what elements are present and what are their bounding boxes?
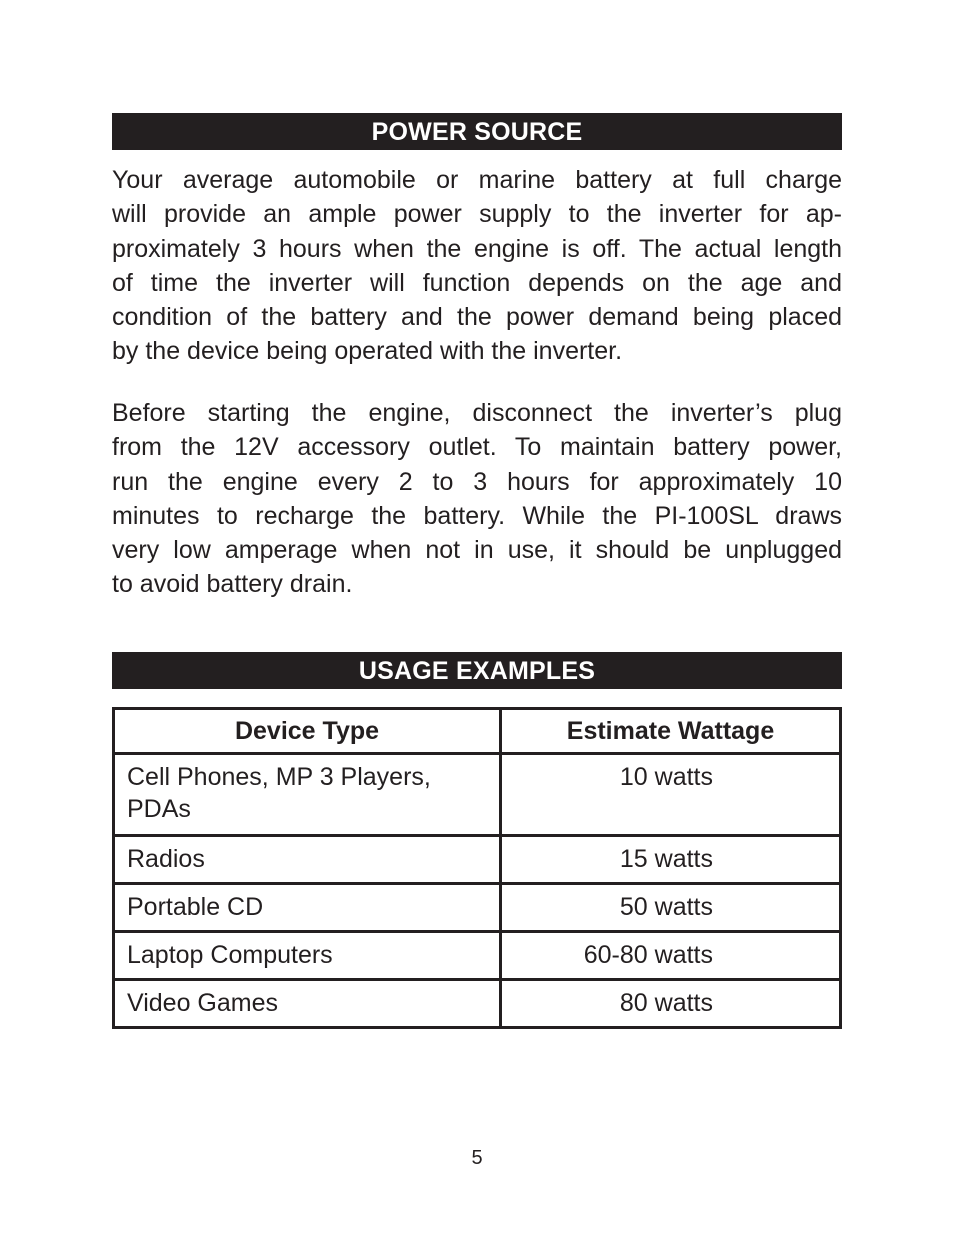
paragraph-line: very low amperage when not in use, it should be unplugged (112, 536, 842, 565)
usage-examples-heading: USAGE EXAMPLES (112, 652, 842, 689)
device-cell (114, 836, 501, 884)
wattage-cell: 10 watts (501, 754, 841, 836)
power-source-heading: POWER SOURCE (112, 113, 842, 150)
device-name-line: Laptop Computers (127, 941, 333, 969)
paragraph-line: minutes to recharge the battery. While the PI-100SL draws (112, 501, 842, 530)
usage-table (112, 707, 842, 1029)
table-row (114, 932, 841, 980)
device-cell (114, 884, 501, 932)
paragraph-line: will provide an ample power supply to the inverter for ap- (112, 200, 842, 229)
device-name-line: PDAs (127, 795, 191, 823)
page-number: 5 (471, 1147, 483, 1169)
paragraph-line: condition of the battery and the power demand being placed (112, 303, 842, 332)
paragraph-line: proximately 3 hours when the engine is off. The actual length (112, 234, 842, 263)
wattage-cell: 60-80 watts (501, 932, 841, 980)
device-name-line: Portable CD (127, 893, 264, 921)
power-source-paragraph-2 (112, 396, 842, 602)
table-row (114, 980, 841, 1028)
paragraph-line: Your average automobile or marine battery at full charge (112, 166, 842, 194)
table-row (114, 884, 841, 932)
paragraph-line: from the 12V accessory outlet. To maintain battery power, (112, 433, 842, 462)
device-name-line: Video Games (127, 989, 279, 1017)
table-row (114, 754, 841, 836)
device-cell (114, 754, 501, 836)
wattage-cell: 80 watts (501, 980, 841, 1028)
paragraph-line: Before starting the engine, disconnect the inverter’s plug (112, 399, 842, 427)
paragraph-line: by the device being operated with the inverter. (112, 337, 623, 366)
wattage-cell: 50 watts (501, 884, 841, 932)
device-name-line: Radios (127, 845, 205, 873)
header-device-type: Device Type (114, 709, 501, 754)
paragraph-line: of time the inverter will function depends on the age and (112, 268, 842, 297)
device-name-line: Cell Phones, MP 3 Players, (127, 763, 431, 791)
device-cell (114, 980, 501, 1028)
device-cell (114, 932, 501, 980)
header-estimate-wattage: Estimate Wattage (501, 709, 841, 754)
table-row (114, 836, 841, 884)
table-header-row (114, 709, 841, 754)
paragraph-line: run the engine every 2 to 3 hours for approximately 10 (112, 467, 842, 496)
paragraph-line: to avoid battery drain. (112, 570, 353, 599)
power-source-paragraph-1 (112, 163, 842, 369)
wattage-cell: 15 watts (501, 836, 841, 884)
